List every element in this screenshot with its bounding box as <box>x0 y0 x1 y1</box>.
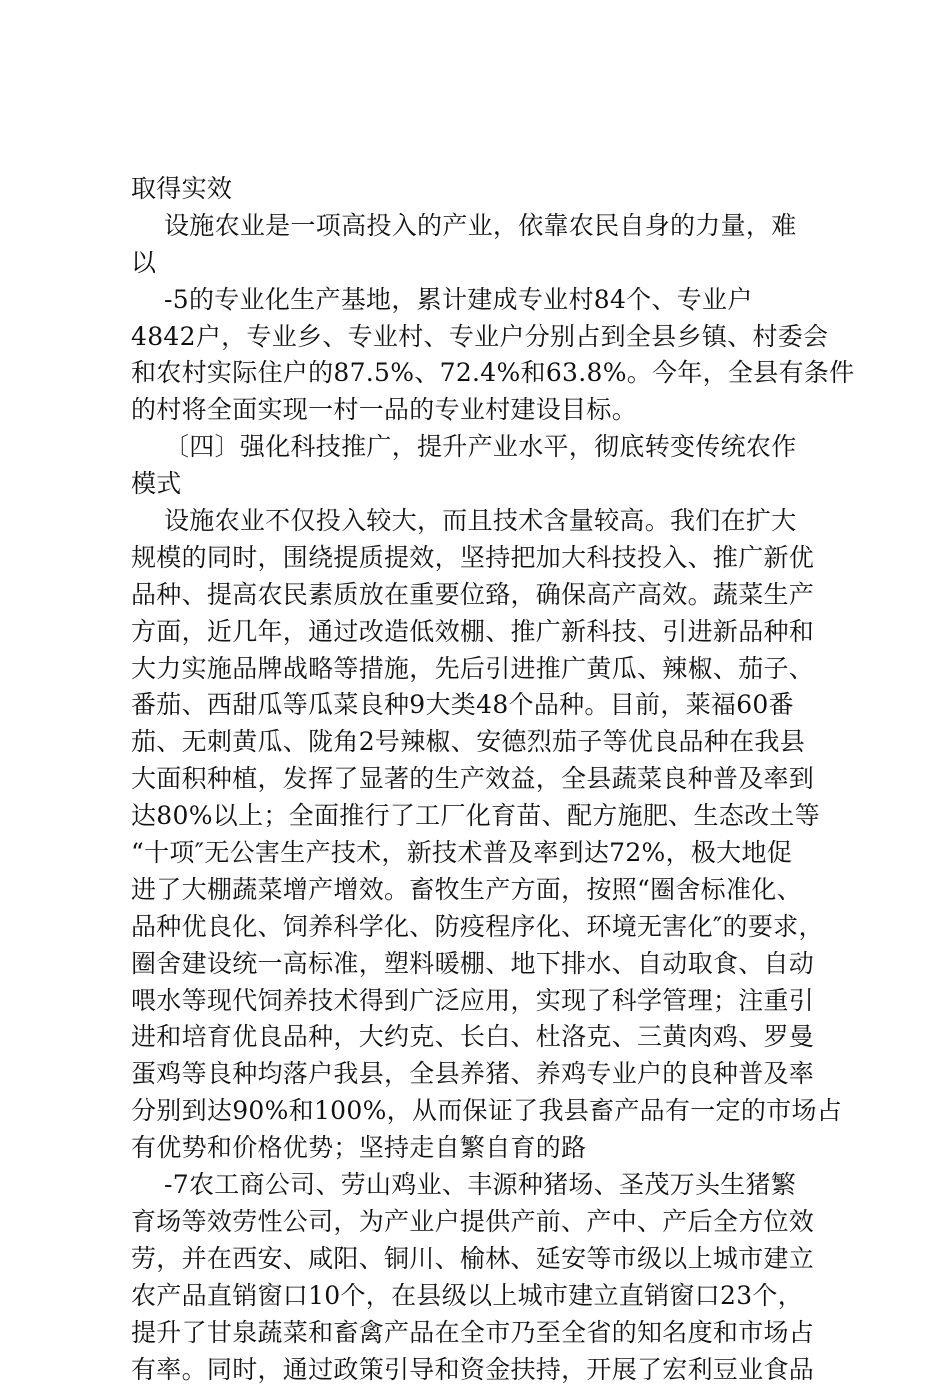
text-line: 大力实施品牌战略等措施，先后引进推广黄瓜、辣椒、茄子、 <box>131 651 831 688</box>
text-line: 农产品直销窗口10个，在县级以上城市建立直销窗口23个， <box>131 1278 831 1315</box>
text-line: 大面积种植，发挥了显著的生产效益，全县蔬菜良种普及率到 <box>131 761 831 798</box>
text-line: 4842户，专业乡、专业村、专业户分别占到全县乡镇、村委会 <box>131 319 831 356</box>
text-line: 方面，近几年，通过改造低效棚、推广新科技、引进新品种和 <box>131 614 831 651</box>
text-line: 达80%以上；全面推行了工厂化育苗、配方施肥、生态改土等 <box>131 798 831 835</box>
text-line: 茄、无刺黄瓜、陇角2号辣椒、安德烈茄子等优良品种在我县 <box>131 724 831 761</box>
text-line: 圈舍建设统一高标准，塑料暖棚、地下排水、自动取食、自动 <box>131 946 831 983</box>
text-line: 的村将全面实现一村一品的专业村建设目标。 <box>131 392 831 429</box>
text-line: 品种优良化、饲养科学化、防疫程序化、环境无害化″的要求， <box>131 909 831 946</box>
text-line: 育场等效劳性公司，为产业户提供产前、产中、产后全方位效 <box>131 1204 831 1241</box>
text-line: 喂水等现代饲养技术得到广泛应用，实现了科学管理；注重引 <box>131 983 831 1020</box>
text-line: 取得实效 <box>131 171 831 208</box>
text-line: 有率。同时，通过政策引导和资金扶持，开展了宏利豆业食品 <box>131 1352 831 1388</box>
text-line: 劳，并在西安、咸阳、铜川、榆林、延安等市级以上城市建立 <box>131 1241 831 1278</box>
text-line: 以 <box>131 245 831 282</box>
text-line: 分别到达90%和100%，从而保证了我县畜产品有一定的市场占 <box>131 1093 831 1130</box>
text-line: 品种、提高农民素质放在重要位臵，确保高产高效。蔬菜生产 <box>131 577 831 614</box>
text-line: 设施农业是一项高投入的产业，依靠农民自身的力量，难 <box>131 208 831 245</box>
document-body <box>131 171 831 1388</box>
text-line: 提升了甘泉蔬菜和畜禽产品在全市乃至全省的知名度和市场占 <box>131 1315 831 1352</box>
text-line: “十项″无公害生产技术，新技术普及率到达72%，极大地促 <box>131 835 831 872</box>
text-line: 番茄、西甜瓜等瓜菜良种9大类48个品种。目前，莱福60番 <box>131 687 831 724</box>
text-line: 规模的同时，围绕提质提效，坚持把加大科技投入、推广新优 <box>131 540 831 577</box>
section-heading-line: 模式 <box>131 466 831 503</box>
text-line: 有优势和价格优势；坚持走自繁自育的路 <box>131 1130 831 1167</box>
text-line: 蛋鸡等良种均落户我县，全县养猪、养鸡专业户的良种普及率 <box>131 1056 831 1093</box>
text-line: -5的专业化生产基地，累计建成专业村84个、专业户 <box>131 282 831 319</box>
text-line: -7农工商公司、劳山鸡业、丰源种猪场、圣茂万头生猪繁 <box>131 1167 831 1204</box>
text-line: 和农村实际住户的87.5%、72.4%和63.8%。今年，全县有条件 <box>131 355 831 392</box>
text-line: 进了大棚蔬菜增产增效。畜牧生产方面，按照“圈舍标准化、 <box>131 872 831 909</box>
text-line: 进和培育优良品种，大约克、长白、杜洛克、三黄肉鸡、罗曼 <box>131 1019 831 1056</box>
text-line: 设施农业不仅投入较大，而且技术含量较高。我们在扩大 <box>131 503 831 540</box>
section-heading-line: 〔四〕强化科技推广，提升产业水平，彻底转变传统农作 <box>131 429 831 466</box>
